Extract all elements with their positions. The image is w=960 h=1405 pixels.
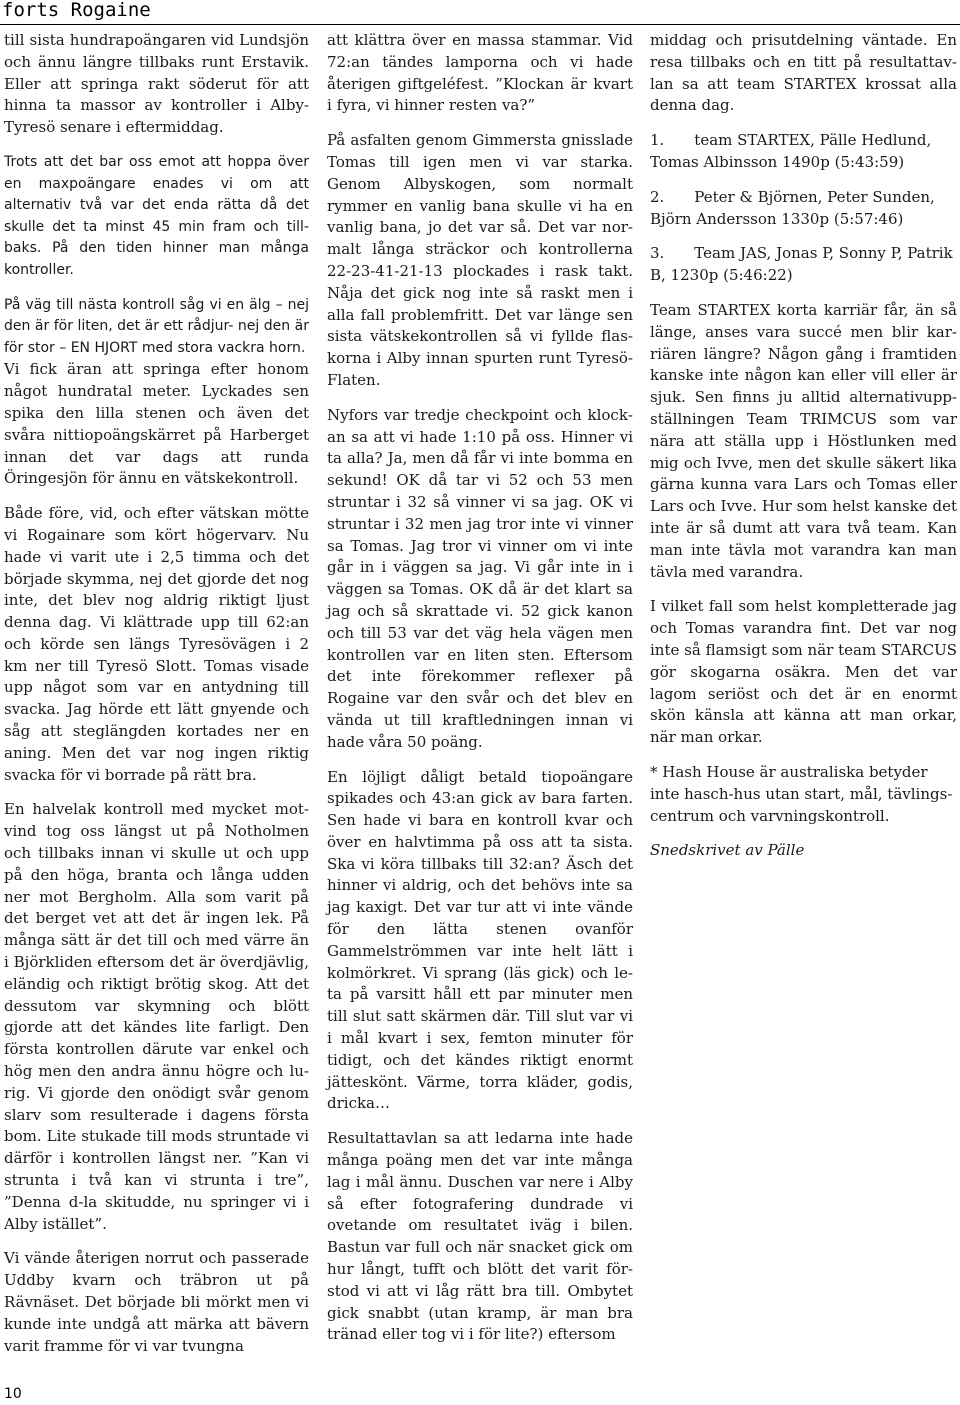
result-entry-2: 2. Peter & Björnen, Peter Sunden, Björn Andersson 1330p (5:57:46) (650, 187, 935, 228)
paragraph: Trots att det bar oss emot att hoppa över en maxpoängare enades vi om att alternativ två var det enda rätta då det skulle det ta minst 45 min fram och tillbaks. På den tiden hinner man många kontroller. (4, 153, 309, 278)
paragraph: Både före, vid, och efter vätskan mötte vi Rogainare som kört högervarv. Nu hade vi varit ute i 2,5 timma och det började skymma, nej det gjorde det nog inte, det blev nog aldrig riktigt ljust denna dag. Vi klättrade upp till 62:an och körde sen längs Tyresövägen i 2 km ner till Tyresö Slott. Tomas visade upp något som var en antydning till svacka. Jag hörde ett lätt gnyende och såg att steglängden kortades ner en aning. Men det var nog ingen riktig svacka för vi borrade på rätt bra. (4, 504, 309, 784)
paragraph: till sista hundrapoängaren vid Lundsjön och ännu längre tillbaks runt Erstavik. Eller att springa rakt söderut för att hinna ta massor av kontroller i Alby-Tyresö senare i eftermiddag. (4, 31, 309, 137)
page-number: 10 (4, 1386, 22, 1402)
paragraph: Nyfors var tredje checkpoint och klockan sa att vi hade 1:10 på oss. Hinner vi ta alla? Ja, men då får vi inte bomma en sekund! OK då tar vi 52 och 53 men struntar i 32 så vinner vi sa jag. OK vi struntar i 32 men jag tror inte vi vinner sa Tomas. Jag tror vi vinner om vi inte går in i väggen sa jag. Vi går inte in i väggen sa Tomas. OK då är det klart sa jag och så skrattade vi. 52 gick kanon och till 53 var det väg hela vägen men kontrollen var en liten sten. Eftersom det inte förekommer reflexer på Rogaine var den svår och det blev en vända ut till kraftledningen innan vi hade våra 50 poäng. (327, 405, 633, 751)
result-entry-3: 3. Team JAS, Jonas P, Sonny P, Patrik B, 1230p (5:46:22) (650, 244, 953, 285)
article-column-3 (650, 30, 957, 875)
footnote: * Hash House är australiska betyder inte hasch-hus utan start, mål, tävlingscentrum och varvningskontroll. (650, 762, 953, 825)
paragraph: Vi vände återigen norrut och passerade Uddby kvarn och träbron ut på Rävnäset. Det började bli mörkt men vi kunde inte undgå att märka att bävern varit framme för vi var tvungna (4, 1249, 309, 1355)
page-header (0, 0, 960, 25)
paragraph: På väg till nästa kontroll såg vi en älg – nej den är för liten, det är ett rådjur- nej den är för stor – EN HJORT med stora vackra horn. (4, 296, 309, 356)
paragraph: I vilket fall som helst kompletterade jag och Tomas varandra fint. Det var nog inte så flamsigt som när team STARCUS gör skogarna osäkra. Men det var lagom seriöst och det är en enormt skön känsla att känna att man orkar, när man orkar. (650, 597, 957, 747)
article-continuation-title: forts Rogaine (2, 0, 151, 21)
paragraph: Resultattavlan sa att ledarna inte hade många poäng men det var inte många lag i mål ännu. Duschen var nere i Alby så efter fotografering dundrade vi ovetande om resultatet iväg i bilen. Bastun var full och när snacket gick om hur långt, tufft och blött det varit förstod vi att vi låg rätt bra till. Ombytet gick snabbt (utan kramp, är man bra tränad eller tog vi i för lite?) eftersom (327, 1129, 633, 1344)
author-signature: Snedskrivet av Pälle (650, 841, 805, 860)
paragraph: En halvelak kontroll med mycket motvind tog oss längst ut på Notholmen och tillbaks innan vi skulle ut och upp på den höga, branta och långa udden ner mot Bergholm. Alla som varit på det berget vet att det är ingen lek. På många sätt är det till och med värre än i Björkliden eftersom det är överdjävlig, eländig och riktigt brötig skog. Att det dessutom var skymning och blött gjorde att det kändes lite farligt. Den första kontrollen därute var enkel och hög men den andra ännu högre och lurig. Vi gjorde den onödigt svår genom slarv som resulterade i dagens första bom. Lite stukade till mods struntade vi därför i kontrollen längst ner. ”Kan vi strunta i två kan vi strunta i tre”, ”Denna d-la skitudde, nu springer vi i Alby istället”. (4, 800, 309, 1233)
article-column-2 (327, 30, 633, 1359)
paragraph: Vi fick äran att springa efter honom något hundratal meter. Lyckades sen spika den lilla stenen och även det svåra nittiopoängskärret på Harberget innan det var dags att runda Öringesjön för ännu en vätskekontroll. (4, 360, 309, 488)
paragraph: middag och prisutdelning väntade. En resa tillbaks och en titt på resultattavlan sa att team STARTEX krossat alla denna dag. (650, 31, 957, 115)
paragraph: att klättra över en massa stammar. Vid 72:an tändes lamporna och vi hade återigen giftgeléfest. ”Klockan är kvart i fyra, vi hinner resten va?” (327, 31, 633, 115)
paragraph: En löjligt dåligt betald tiopoängare spikades och 43:an gick av bara farten. Sen hade vi bara en kontroll kvar och över en halvtimma på oss att ta sista. Ska vi köra tillbaks till 32:an? Äsch det hinner vi aldrig, och det behövs inte sa jag kaxigt. Det var tur att vi inte vände för den lätta stenen ovanför Gammelströmmen var inte helt lätt i kolmörkret. Vi sprang (läs gick) och leta på varsitt håll ett par minuter men till slut satt skärmen där. Till slut var vi i mål kvart i sex, femton minuter för tidigt, och det kändes riktigt enormt jätteskönt. Värme, torra kläder, godis, dricka… (327, 767, 633, 1113)
result-entry-1: 1. team STARTEX, Pälle Hedlund, Tomas Albinsson 1490p (5:43:59) (650, 131, 932, 171)
paragraph: Team STARTEX korta karriär får, än så länge, anses vara succé men blir karriären längre? Någon gång i framtiden kanske inte någon kan eller vill eller är sjuk. Sen finns ju alltid alternativuppställningen Team TRIMCUS som var nära att ställa upp i Höstlunken med mig och Ivve, men det skulle säkert lika gärna kunna vara Lars och Tomas eller Lars och Ivve. Hur som helst kanske det inte är så dumt att vara två team. Kan man inte tävla mot varandra kan man tävla med varandra. (650, 300, 957, 581)
article-column-1 (4, 30, 309, 1370)
paragraph: På asfalten genom Gimmersta gnisslade Tomas till igen men vi var starka. Genom Albyskogen, som normalt rymmer en vanlig bana skulle vi ha en vanlig bana, jo det var så. Det var normalt långa sträckor och kontrollerna 22-23-41-21-13 plockades i rask takt. Nåja det gick nog inte så raskt men i alla fall problemfritt. Det var länge sen sista vätskekontrollen så vi fyllde flaskorna i Alby innan spurten runt Tyresö-Flaten. (327, 131, 633, 389)
